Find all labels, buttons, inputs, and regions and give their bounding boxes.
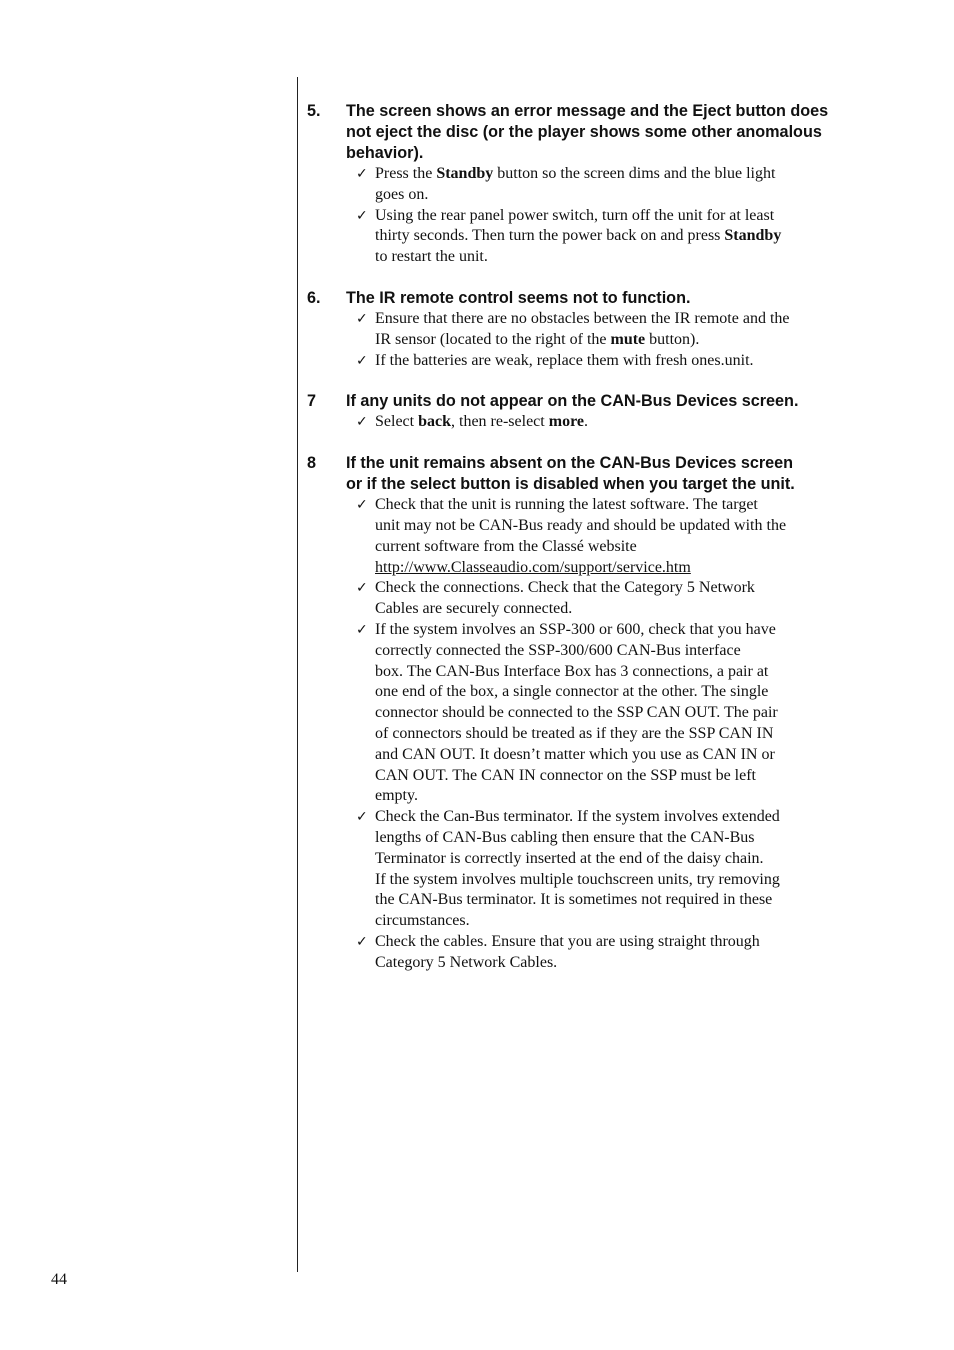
section-7-heading <box>307 391 867 412</box>
heading-line: If the unit remains absent on the CAN-Bus Devices screen <box>346 454 794 473</box>
list-item <box>307 620 867 807</box>
text-line: Check the Can-Bus terminator. If the system involves extended <box>375 808 780 826</box>
text-line: to restart the unit. <box>375 248 488 266</box>
heading-line: or if the select button is disabled when you target the unit. <box>346 475 795 494</box>
text-run: . <box>583 413 588 431</box>
bold-term: more <box>548 413 584 431</box>
list-item <box>307 807 867 932</box>
list-item <box>307 495 867 578</box>
text-line: Cables are securely connected. <box>375 600 573 618</box>
section-number: 7 <box>307 392 317 411</box>
text-line: Check that the unit is running the latest software. The target <box>375 496 758 514</box>
text-run: , then re-select <box>451 413 549 431</box>
section-7 <box>307 391 867 433</box>
list-item <box>307 206 867 268</box>
text-line: goes on. <box>375 185 429 203</box>
text-run: button so the screen dims and the blue light <box>493 165 776 182</box>
section-5 <box>307 101 867 268</box>
text-line: one end of the box, a single connector at the other. The single <box>375 683 769 701</box>
bullet-list <box>307 412 867 433</box>
checkmark-icon: ✓ <box>356 809 368 826</box>
checkmark-icon: ✓ <box>356 497 368 514</box>
text-line: empty. <box>375 787 418 805</box>
section-number: 6. <box>307 288 321 307</box>
list-item <box>307 578 867 620</box>
text-line: Check the cables. Ensure that you are using straight through <box>375 932 760 950</box>
section-number: 8 <box>307 454 317 473</box>
checkmark-icon: ✓ <box>356 580 368 597</box>
text-line: circumstances. <box>375 912 470 930</box>
section-6-heading <box>307 288 867 309</box>
checkmark-icon: ✓ <box>356 207 368 224</box>
checkmark-icon: ✓ <box>356 310 368 327</box>
text-run: Select <box>375 413 419 431</box>
section-5-heading <box>307 101 867 164</box>
bullet-list <box>307 495 867 973</box>
list-item <box>307 309 867 351</box>
troubleshooting-content <box>307 101 867 994</box>
text-line: lengths of CAN-Bus cabling then ensure that the CAN-Bus <box>375 828 755 846</box>
bold-term: Standby <box>724 227 782 245</box>
text-line: If the system involves an SSP-300 or 600, check that you have <box>375 620 776 638</box>
text-line: connector should be connected to the SSP CAN OUT. The pair <box>375 704 778 722</box>
list-item <box>307 164 867 206</box>
list-item <box>307 351 867 372</box>
heading-line: If any units do not appear on the CAN-Bus Devices screen. <box>346 392 799 411</box>
bullet-list <box>307 309 867 371</box>
checkmark-icon: ✓ <box>356 166 368 182</box>
text-line: If the system involves multiple touchscreen units, try removing <box>375 870 780 888</box>
text-line: box. The CAN-Bus Interface Box has 3 connections, a pair at <box>375 662 769 680</box>
text-line: correctly connected the SSP-300/600 CAN-Bus interface <box>375 641 741 659</box>
text-line: unit may not be CAN-Bus ready and should be updated with the <box>375 516 787 534</box>
list-item <box>307 412 867 433</box>
checkmark-icon: ✓ <box>356 352 368 369</box>
checkmark-icon: ✓ <box>356 621 368 638</box>
text-line: CAN OUT. The CAN IN connector on the SSP must be left <box>375 766 756 784</box>
text-line: and CAN OUT. It doesn’t matter which you use as CAN IN or <box>375 745 775 763</box>
text-line: Check the connections. Check that the Category 5 Network <box>375 579 755 597</box>
text-line: Using the rear panel power switch, turn off the unit for at least <box>375 206 775 224</box>
text-run: button). <box>645 330 700 348</box>
heading-line: The IR remote control seems not to function. <box>346 288 691 307</box>
heading-line: not eject the disc (or the player shows some other anomalous <box>346 123 822 141</box>
section-number: 5. <box>307 102 321 120</box>
bullet-list <box>307 164 867 268</box>
bold-term: Standby <box>436 165 494 182</box>
text-line: the CAN-Bus terminator. It is sometimes not required in these <box>375 891 773 909</box>
text-run: Press the <box>375 165 437 182</box>
checkmark-icon: ✓ <box>356 414 368 431</box>
checkmark-icon: ✓ <box>356 933 368 950</box>
page-number: 44 <box>51 1271 67 1288</box>
bold-term: mute <box>610 330 646 348</box>
section-8 <box>307 453 867 973</box>
support-link[interactable]: http://www.Classeaudio.com/support/service.htm <box>375 558 691 576</box>
text-line: If the batteries are weak, replace them with fresh ones.unit. <box>375 351 754 369</box>
bold-term: back <box>418 413 451 431</box>
text-run: IR sensor (located to the right of the <box>375 330 611 348</box>
text-line: Ensure that there are no obstacles between the IR remote and the <box>375 309 790 327</box>
margin-rule <box>297 77 298 1272</box>
text-line: current software from the Classé website <box>375 537 637 555</box>
heading-line: The screen shows an error message and the Eject button does <box>346 102 829 120</box>
text-line: Category 5 Network Cables. <box>375 953 558 971</box>
text-line: Terminator is correctly inserted at the end of the daisy chain. <box>375 849 764 867</box>
text-line: of connectors should be treated as if they are the SSP CAN IN <box>375 724 774 742</box>
text-run: thirty seconds. Then turn the power back on and press <box>375 227 725 245</box>
section-6 <box>307 288 867 371</box>
heading-line: behavior). <box>346 144 424 162</box>
list-item <box>307 932 867 974</box>
section-8-heading <box>307 453 867 495</box>
